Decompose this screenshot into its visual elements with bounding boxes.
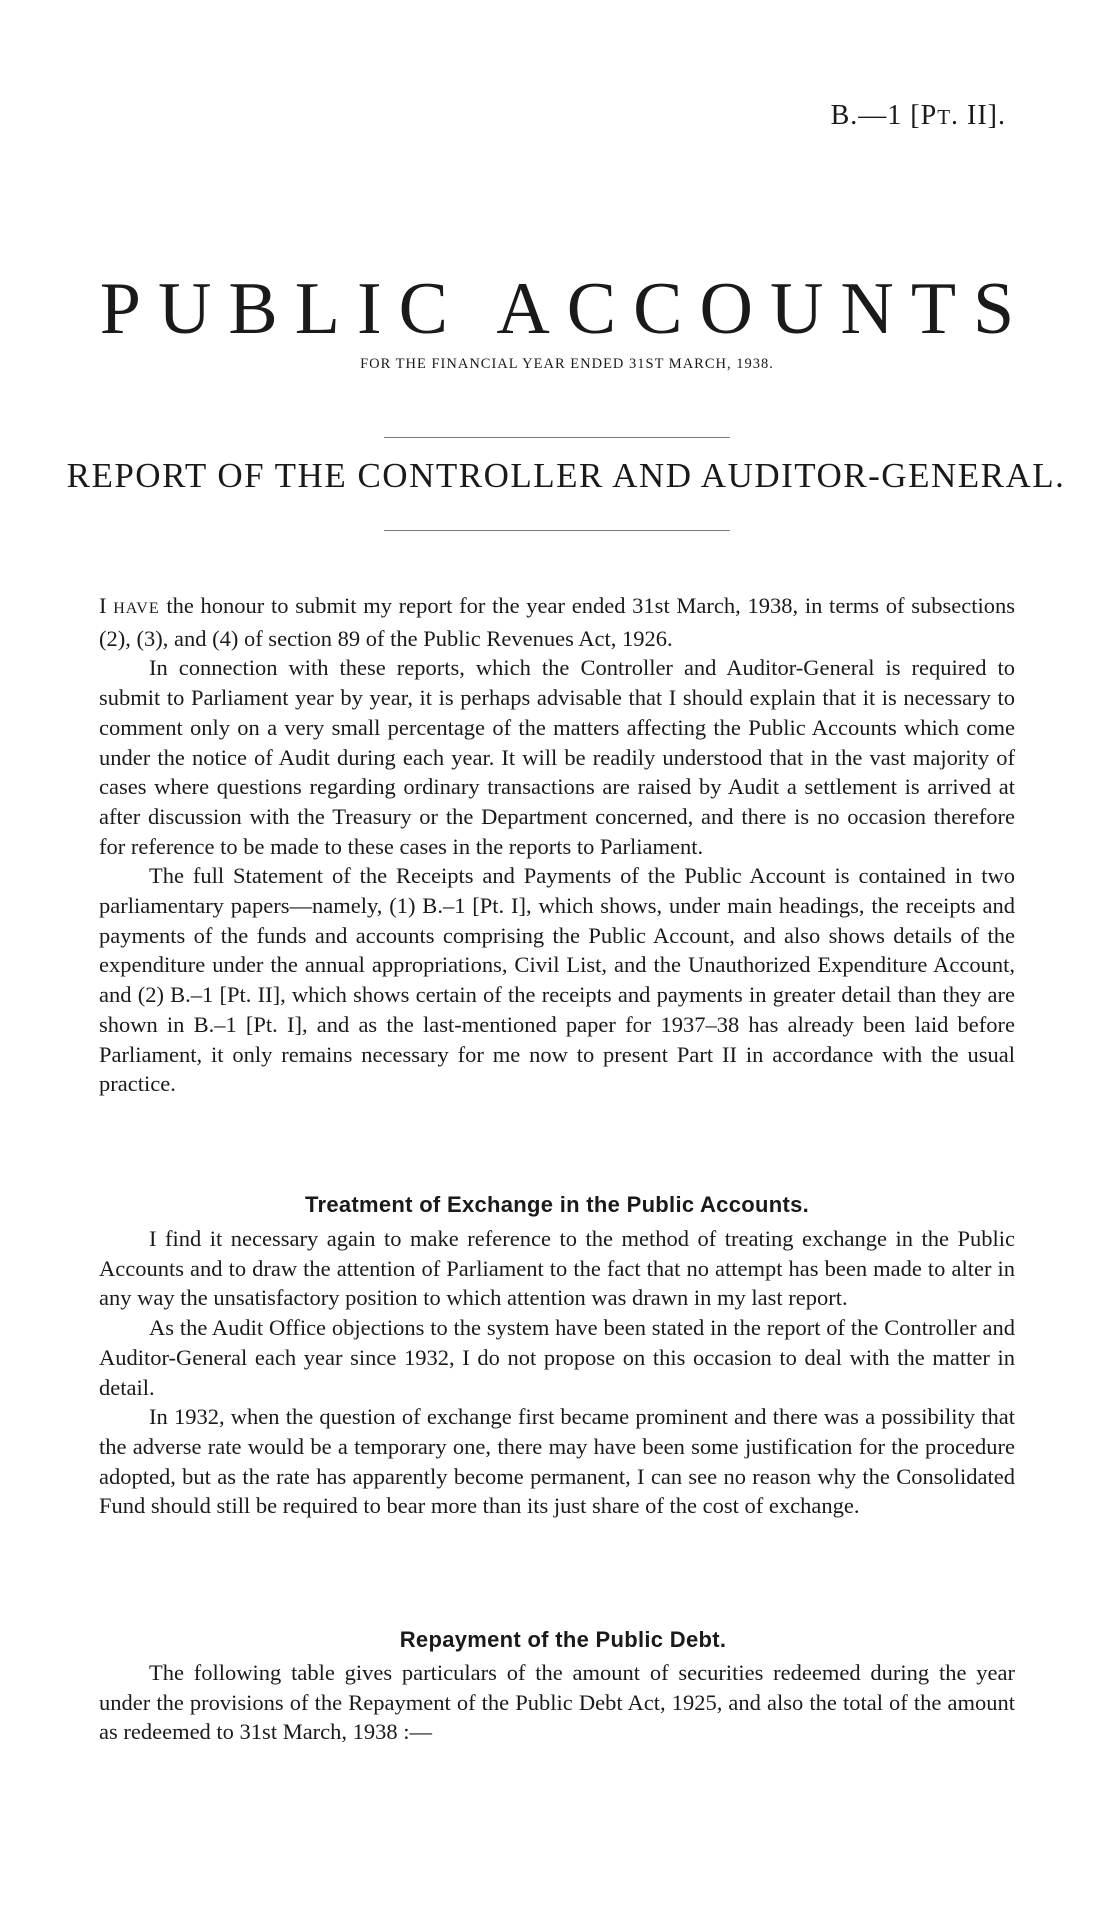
document-reference: [831, 100, 1006, 132]
exchange-paragraph-1: I find it necessary again to make reference to the method of treating exchange in the Public Accounts and to draw the attention of Parliament to the fact that no attempt has been made to alter in any way the unsatisfactory position to which attention was drawn in my last report.: [99, 1226, 1015, 1311]
intro-paragraph-1-rest: the honour to submit my report for the year ended 31st March, 1938, in terms of subsections (2), (3), and (4) of section 89 of the Public Revenues Act, 1926.: [99, 593, 1015, 651]
doc-ref-tail: . II].: [951, 100, 1006, 131]
intro-paragraph-1: [99, 591, 1015, 653]
exchange-heading: Treatment of Exchange in the Public Accounts.: [304, 1192, 810, 1217]
intro-paragraph-3: The full Statement of the Receipts and Payments of the Public Account is contained in two parliamentary papers—namely, (1) B.–1 [Pt. I], which shows, under main headings, the receipts and payments of the funds and accounts comprising the Public Account, and also shows details of the expenditure under the annual appropriations, Civil List, and the Unauthorized Expenditure Account, and (2) B.–1 [Pt. II], which shows certain of the receipts and payments in greater detail than they are shown in B.–1 [Pt. I], and as the last-mentioned paper for 1937–38 has already been laid before Parliament, it only remains necessary for me now to present Part II in accordance with the usual practice.: [99, 863, 1015, 1097]
doc-ref-main: B.—1 [P: [830, 100, 938, 131]
intro-section: [99, 591, 1015, 1099]
divider-rule-bottom: [384, 530, 730, 531]
doc-ref-smallcaps: T: [937, 105, 952, 129]
main-title: PUBLIC ACCOUNTS: [99, 268, 1032, 350]
intro-lead-smallcaps: HAVE: [113, 600, 160, 617]
exchange-paragraph-3: In 1932, when the question of exchange first became prominent and there was a possibility that the adverse rate would be a temporary one, there may have been some justification for the procedure adopted, but as the rate has apparently become permanent, I can see no reason why the Consolidated Fund should still be required to bear more than its just share of the cost of exchange.: [99, 1404, 1015, 1519]
exchange-paragraph-2: As the Audit Office objections to the system have been stated in the report of the Controller and Auditor-General each year since 1932, I do not propose on this occasion to deal with the matter in detail.: [99, 1315, 1015, 1400]
intro-paragraph-2: In connection with these reports, which the Controller and Auditor-General is required to submit to Parliament year by year, it is perhaps advisable that I should explain that it is necessary to comment only on a very small percentage of the matters affecting the Public Accounts which come under the notice of Audit during each year. It will be readily understood that in the vast majority of cases where questions regarding ordinary transactions are raised by Audit a settlement is arrived at after discussion with the Treasury or the Department concerned, and there is no occasion therefore for reference to be made to these cases in the reports to Parliament.: [99, 655, 1015, 859]
repayment-paragraph-1: The following table gives particulars of the amount of securities redeemed during the year under the provisions of the Repayment of the Public Debt Act, 1925, and also the total of the amount as redeemed to 31st March, 1938 :—: [99, 1660, 1015, 1745]
report-title: REPORT OF THE CONTROLLER AND AUDITOR-GENERAL.: [66, 456, 1066, 495]
subtitle: FOR THE FINANCIAL YEAR ENDED 31ST MARCH, 1938.: [360, 356, 774, 372]
divider-rule-top: [384, 437, 730, 438]
repayment-heading: Repayment of the Public Debt.: [399, 1627, 727, 1652]
intro-lead-prefix: I: [99, 593, 114, 618]
exchange-section: [99, 1224, 1015, 1521]
repayment-section: [99, 1658, 1015, 1747]
